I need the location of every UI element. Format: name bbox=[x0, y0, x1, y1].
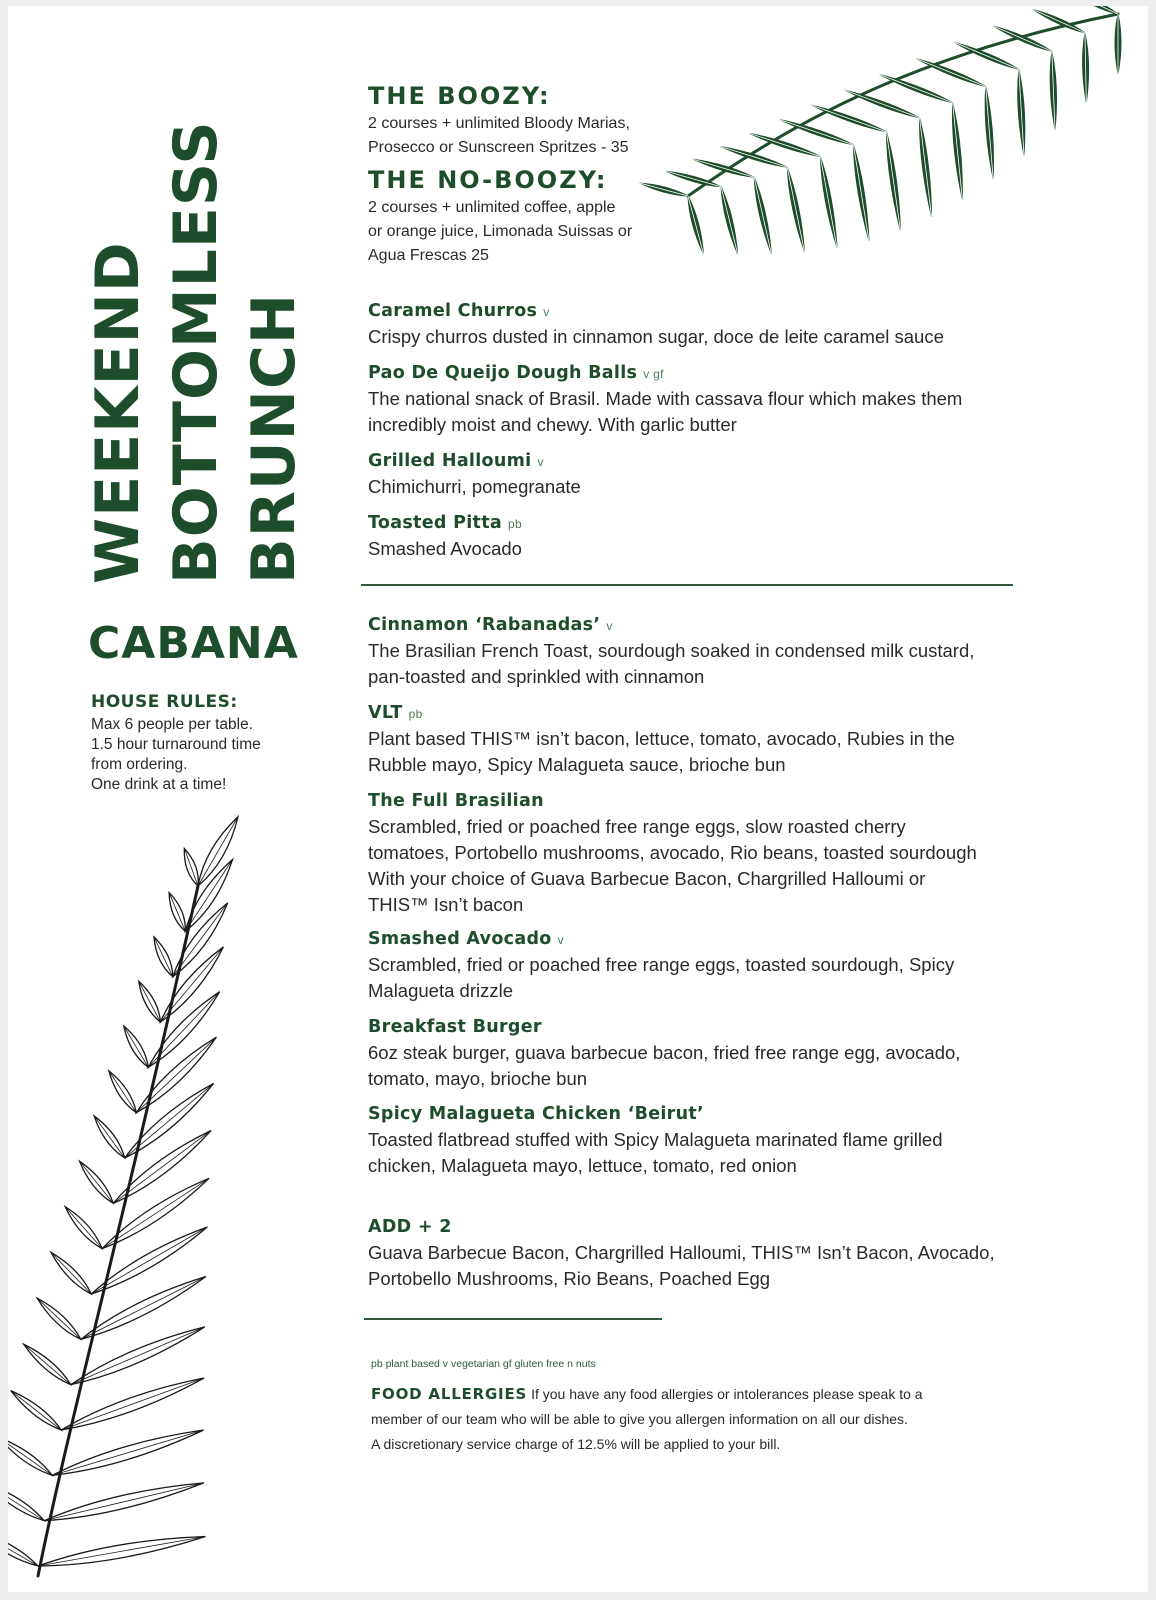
leaflet-vein bbox=[754, 177, 771, 254]
package-noboozy-line: or orange juice, Limonada Suissas or bbox=[368, 223, 633, 240]
addons-description: Portobello Mushrooms, Rio Beans, Poached Egg bbox=[368, 1268, 771, 1289]
leaflet-vein bbox=[52, 1430, 203, 1475]
menu-item bbox=[368, 926, 1058, 1004]
diet-tag: pb bbox=[507, 517, 522, 531]
leaflet-vein bbox=[91, 1227, 207, 1294]
menu-item bbox=[368, 1014, 1058, 1092]
leaflet-vein bbox=[853, 145, 869, 241]
leaflet-vein bbox=[65, 1207, 102, 1249]
leaflet-vein bbox=[125, 1083, 214, 1158]
leaflet-vein bbox=[24, 1344, 71, 1384]
item-description: Chimichurri, pomegranate bbox=[368, 476, 581, 497]
item-name: Pao De Queijo Dough Balls v gf bbox=[368, 363, 664, 383]
item-description: Rubble mayo, Spicy Malagueta sauce, brioche bun bbox=[368, 754, 786, 775]
item-description: The national snack of Brasil. Made with cassava flour which makes them bbox=[368, 388, 963, 409]
leaflet-vein bbox=[749, 133, 820, 156]
item-description: pan-toasted and sprinkled with cinnamon bbox=[368, 666, 705, 687]
footer-divider bbox=[364, 1318, 662, 1320]
leaflet-vein bbox=[44, 1483, 204, 1521]
leaflet-vein bbox=[721, 146, 788, 167]
item-description: THIS™ Isn’t bacon bbox=[368, 894, 524, 915]
leaflet-vein bbox=[113, 1130, 211, 1203]
item-name: The Full Brasilian bbox=[368, 791, 544, 811]
service-charge-text: A discretionary service charge of 12.5% will be applied to your bill. bbox=[371, 1436, 781, 1452]
item-description: The Brasilian French Toast, sourdough soaked in condensed milk custard, bbox=[368, 640, 975, 661]
leaflet-vein bbox=[80, 1161, 114, 1203]
leaflet-vein bbox=[886, 132, 900, 231]
leaflet-vein bbox=[198, 817, 238, 886]
leaflet-vein bbox=[11, 1391, 61, 1430]
diet-tag: pb bbox=[408, 707, 423, 721]
item-description: Scrambled, fried or poached free range eggs, slow roasted cherry bbox=[368, 816, 906, 837]
leaflet-vein bbox=[820, 156, 837, 247]
item-description: tomato, mayo, brioche bun bbox=[368, 1068, 588, 1089]
leaflet-vein bbox=[160, 947, 223, 1022]
addons-description: Guava Barbecue Bacon, Chargrilled Halloumi, THIS™ Isn’t Bacon, Avocado, bbox=[368, 1242, 995, 1263]
leaflet-vein bbox=[693, 159, 754, 177]
leaflet-vein bbox=[94, 1116, 125, 1158]
leaflet bbox=[8, 1531, 38, 1566]
menu-item bbox=[368, 360, 1058, 438]
leaflet bbox=[1073, 6, 1118, 14]
package-noboozy-title: THE NO-BOOZY: bbox=[368, 166, 608, 194]
menu-item bbox=[368, 448, 1058, 500]
item-name: Smashed Avocado v bbox=[368, 929, 564, 949]
leaflet-vein bbox=[880, 75, 953, 103]
food-allergies-notice bbox=[371, 1382, 1071, 1457]
addons-title: ADD + 2 bbox=[368, 1217, 452, 1237]
house-rule: from ordering. bbox=[91, 756, 188, 773]
leaflet-vein bbox=[139, 981, 161, 1022]
menu-item bbox=[368, 298, 1058, 350]
item-description: chicken, Malagueta mayo, lettuce, tomato, red onion bbox=[368, 1155, 797, 1176]
item-description: tomatoes, Portobello mushrooms, avocado, Rio beans, toasted sourdough bbox=[368, 842, 977, 863]
item-description: Plant based THIS™ isn’t bacon, lettuce, tomato, avocado, Rubies in the bbox=[368, 728, 955, 749]
menu-item bbox=[368, 510, 1058, 562]
leaflet-vein bbox=[37, 1298, 81, 1339]
leaflet-vein bbox=[51, 1252, 91, 1294]
diet-tag: v bbox=[537, 455, 544, 469]
house-rule: Max 6 people per table. bbox=[91, 716, 253, 733]
leaflet-vein bbox=[38, 1536, 205, 1566]
leaflet-vein bbox=[61, 1378, 204, 1430]
item-name: Grilled Halloumi v bbox=[368, 451, 544, 471]
diet-tag: v bbox=[543, 305, 550, 319]
brand-name: CABANA bbox=[88, 618, 299, 669]
item-name: Toasted Pitta pb bbox=[368, 513, 522, 533]
menu-item bbox=[368, 612, 1058, 690]
title-bottomless: BOTTOMLESS bbox=[161, 120, 231, 584]
menu-item bbox=[368, 700, 1058, 778]
leaflet-vein bbox=[8, 1437, 52, 1475]
menu-page bbox=[8, 6, 1148, 1592]
item-description: Scrambled, fried or poached free range eggs, toasted sourdough, Spicy bbox=[368, 954, 955, 975]
item-description: incredibly moist and chewy. With garlic butter bbox=[368, 414, 737, 435]
diet-tag: v gf bbox=[643, 367, 664, 381]
leaflet-vein bbox=[916, 59, 985, 87]
item-description: 6oz steak burger, guava barbecue bacon, fried free range egg, avocado, bbox=[368, 1042, 961, 1063]
item-name: Cinnamon ‘Rabanadas’ v bbox=[368, 615, 613, 635]
house-rules-title: HOUSE RULES: bbox=[91, 692, 238, 712]
leaflet-vein bbox=[136, 1037, 216, 1112]
palm-leaf-top-right-icon bbox=[648, 6, 1148, 206]
item-name: VLT pb bbox=[368, 703, 423, 723]
package-boozy-title: THE BOOZY: bbox=[368, 82, 551, 110]
diet-tag: v bbox=[606, 619, 613, 633]
palm-leaf-bottom-left-icon bbox=[8, 866, 368, 1586]
leaflet-vein bbox=[811, 105, 886, 132]
house-rules bbox=[91, 692, 351, 795]
leaflet-vein bbox=[640, 183, 688, 196]
menu-item bbox=[368, 788, 1058, 918]
leaflet-vein bbox=[920, 118, 932, 217]
package-noboozy-line: Agua Frescas 25 bbox=[368, 247, 489, 264]
leaflet-vein bbox=[787, 167, 804, 252]
leaflet-vein bbox=[845, 90, 920, 118]
package-boozy-line: 2 courses + unlimited Bloody Marias, bbox=[368, 115, 630, 132]
leaflet-vein bbox=[721, 187, 738, 255]
leaflet-vein bbox=[1033, 9, 1085, 32]
leaflet-vein bbox=[154, 937, 173, 977]
menu-item bbox=[368, 1101, 1058, 1179]
item-description: With your choice of Guava Barbecue Bacon, Chargrilled Halloumi or bbox=[368, 868, 926, 889]
leaflet bbox=[8, 1484, 44, 1521]
allergy-text: member of our team who will be able to give you allergen information on all our dishes. bbox=[371, 1411, 908, 1427]
title-weekend: WEEKEND bbox=[83, 241, 153, 584]
dietary-legend: pb plant based v vegetarian gf gluten free n nuts bbox=[371, 1358, 596, 1370]
addons bbox=[368, 1214, 1058, 1292]
food-allergies-title: FOOD ALLERGIES bbox=[371, 1385, 528, 1403]
item-name: Breakfast Burger bbox=[368, 1017, 542, 1037]
allergy-text: If you have any food allergies or intolerances please speak to a bbox=[531, 1386, 923, 1402]
house-rule: 1.5 hour turnaround time bbox=[91, 736, 261, 753]
section-divider bbox=[361, 584, 1013, 586]
leaflet-vein bbox=[688, 196, 704, 254]
item-description: Crispy churros dusted in cinnamon sugar, doce de leite caramel sauce bbox=[368, 326, 944, 347]
package-boozy-line: Prosecco or Sunscreen Spritzes - 35 bbox=[368, 139, 629, 156]
leaflet-vein bbox=[124, 1026, 148, 1067]
house-rule: One drink at a time! bbox=[91, 776, 227, 793]
leaflet-vein bbox=[109, 1071, 136, 1113]
leaflet-vein bbox=[169, 893, 185, 932]
item-name: Caramel Churros v bbox=[368, 301, 550, 321]
item-description: Toasted flatbread stuffed with Spicy Malagueta marinated flame grilled bbox=[368, 1129, 943, 1150]
leaflet-vein bbox=[71, 1327, 205, 1385]
diet-tag: v bbox=[557, 933, 564, 947]
package-noboozy-line: 2 courses + unlimited coffee, apple bbox=[368, 199, 616, 216]
item-description: Malagueta drizzle bbox=[368, 980, 513, 1001]
title-brunch: BRUNCH bbox=[239, 292, 309, 584]
item-description: Smashed Avocado bbox=[368, 538, 522, 559]
leaflet bbox=[8, 1437, 52, 1475]
item-name: Spicy Malagueta Chicken ‘Beirut’ bbox=[368, 1104, 704, 1124]
